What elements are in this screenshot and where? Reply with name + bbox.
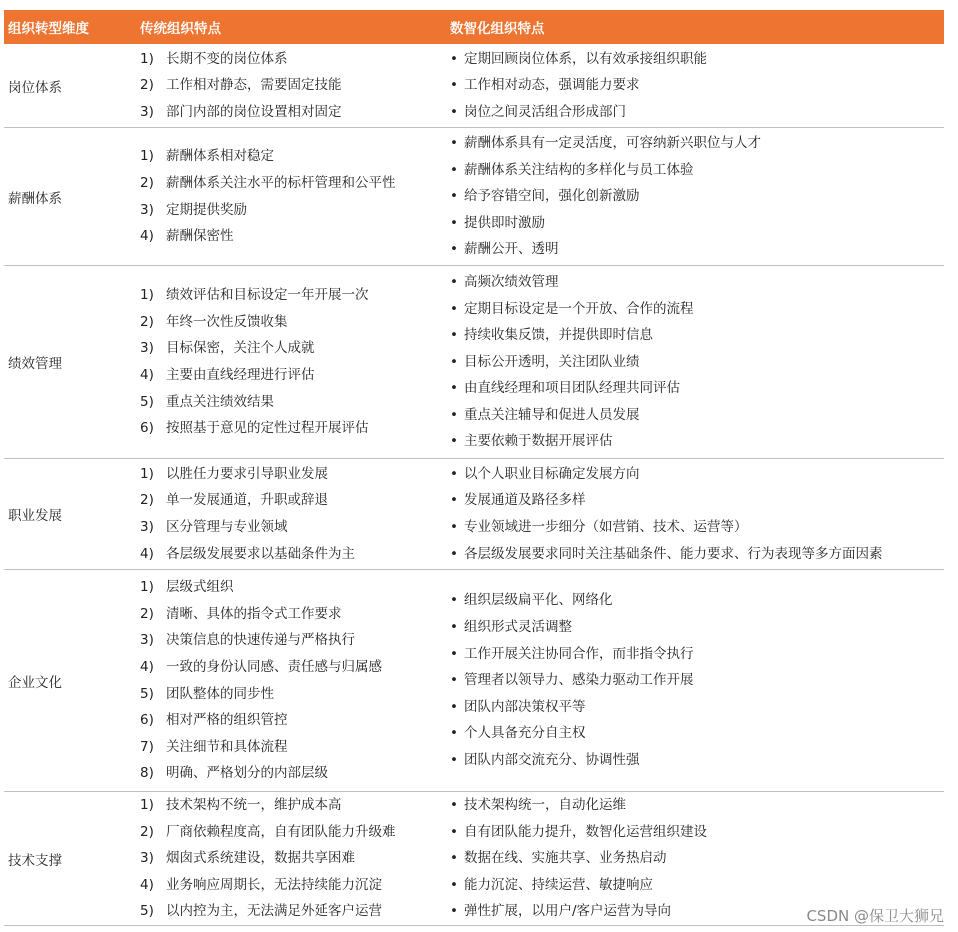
digital-cell [450, 44, 944, 127]
item-number: 3) [140, 103, 154, 120]
digital-item [450, 296, 944, 323]
digital-item [450, 819, 944, 846]
item-number: 1) [140, 50, 154, 67]
traditional-item [140, 541, 450, 568]
bullet-icon: • [450, 214, 458, 231]
bullet-icon: • [450, 406, 458, 423]
item-text: 团队整体的同步性 [166, 685, 274, 702]
traditional-cell [140, 792, 450, 925]
item-number: 1) [140, 465, 154, 482]
bullet-icon: • [450, 273, 458, 290]
digital-cell [450, 128, 944, 265]
traditional-item [140, 760, 450, 787]
item-number: 2) [140, 313, 154, 330]
digital-item [450, 428, 944, 455]
bullet-icon: • [450, 592, 458, 609]
item-number: 2) [140, 174, 154, 191]
traditional-cell [140, 266, 450, 458]
item-number: 4) [140, 228, 154, 245]
table-row [4, 44, 944, 128]
bullet-icon: • [450, 698, 458, 715]
bullet-icon: • [450, 50, 458, 67]
traditional-item [140, 845, 450, 872]
digital-item [450, 72, 944, 99]
bullet-icon: • [450, 645, 458, 662]
bullet-icon: • [450, 188, 458, 205]
dimension-cell: 绩效管理 [8, 356, 62, 372]
digital-item [450, 614, 944, 641]
item-text: 发展通道及路径多样 [464, 492, 586, 509]
item-number: 1) [140, 148, 154, 165]
traditional-cell [140, 459, 450, 569]
bullet-icon: • [450, 103, 458, 120]
digital-item [450, 46, 944, 73]
traditional-item [140, 170, 450, 197]
traditional-item [140, 681, 450, 708]
traditional-item [140, 99, 450, 126]
traditional-item [140, 819, 450, 846]
traditional-item [140, 514, 450, 541]
traditional-item [140, 872, 450, 899]
item-text: 区分管理与专业领域 [166, 519, 288, 535]
traditional-item [140, 898, 450, 925]
item-text: 各层级发展要求以基础条件为主 [166, 545, 355, 562]
table-body [4, 44, 944, 926]
digital-item [450, 210, 944, 237]
comparison-table [4, 10, 944, 926]
item-text: 团队内部交流充分、协调性强 [464, 751, 640, 768]
header-dimension: 组织转型维度 [8, 21, 89, 37]
bullet-icon: • [450, 161, 458, 178]
table-header [4, 10, 944, 44]
traditional-item [140, 143, 450, 170]
bullet-icon: • [450, 751, 458, 768]
item-text: 自有团队能力提升，数智化运营组织建设 [464, 823, 707, 840]
traditional-item [140, 601, 450, 628]
item-text: 绩效评估和目标设定一年开展一次 [166, 287, 369, 304]
item-number: 5) [140, 903, 154, 920]
traditional-item [140, 389, 450, 416]
traditional-item [140, 415, 450, 442]
bullet-icon: • [450, 797, 458, 814]
bullet-icon: • [450, 241, 458, 258]
item-text: 技术架构不统一，维护成本高 [166, 797, 342, 814]
digital-item [450, 872, 944, 899]
item-number: 8) [140, 765, 154, 782]
item-text: 定期提供奖励 [166, 201, 247, 218]
digital-item [450, 99, 944, 126]
item-text: 单一发展通道，升职或辞退 [166, 492, 328, 509]
item-number: 6) [140, 712, 154, 729]
item-text: 关注细节和具体流程 [166, 738, 288, 755]
traditional-cell [140, 570, 450, 791]
traditional-item [140, 627, 450, 654]
digital-item [450, 269, 944, 296]
traditional-item [140, 792, 450, 819]
item-text: 岗位之间灵活组合形成部门 [464, 103, 626, 120]
digital-cell [450, 570, 944, 791]
digital-item [450, 130, 944, 157]
digital-cell [450, 266, 944, 458]
item-text: 给予容错空间，强化创新激励 [464, 188, 640, 205]
item-text: 技术架构统一，自动化运维 [464, 797, 626, 814]
item-number: 3) [140, 201, 154, 218]
table-row [4, 128, 944, 266]
bullet-icon: • [450, 619, 458, 636]
dimension-cell: 薪酬体系 [8, 190, 62, 207]
traditional-item [140, 362, 450, 389]
item-number: 7) [140, 738, 154, 755]
dimension-cell: 企业文化 [8, 674, 62, 691]
item-text: 团队内部决策权平等 [464, 698, 586, 715]
digital-item [450, 236, 944, 263]
item-number: 4) [140, 367, 154, 383]
digital-item [450, 587, 944, 614]
item-text: 薪酬体系相对稳定 [166, 148, 274, 165]
item-number: 1) [140, 579, 154, 596]
traditional-item [140, 46, 450, 73]
item-text: 组织层级扁平化、网络化 [464, 592, 613, 609]
item-text: 数据在线、实施共享、业务热启动 [464, 850, 667, 867]
bullet-icon: • [450, 519, 458, 535]
item-number: 2) [140, 605, 154, 622]
dimension-cell: 技术支撑 [8, 852, 62, 869]
watermark: CSDN @保卫大狮兄 [806, 907, 944, 925]
traditional-item [140, 574, 450, 601]
item-number: 3) [140, 519, 154, 535]
bullet-icon: • [450, 850, 458, 867]
bullet-icon: • [450, 492, 458, 509]
item-text: 各层级发展要求同时关注基础条件、能力要求、行为表现等多方面因素 [464, 545, 883, 562]
bullet-icon: • [450, 77, 458, 94]
item-number: 2) [140, 77, 154, 94]
item-number: 3) [140, 632, 154, 649]
item-text: 相对严格的组织管控 [166, 712, 288, 729]
digital-item [450, 641, 944, 668]
item-text: 组织形式灵活调整 [464, 619, 572, 636]
digital-item [450, 694, 944, 721]
item-number: 6) [140, 420, 154, 437]
item-number: 2) [140, 492, 154, 509]
item-text: 年终一次性反馈收集 [166, 313, 288, 330]
bullet-icon: • [450, 823, 458, 840]
item-text: 决策信息的快速传递与严格执行 [166, 632, 355, 649]
item-number: 4) [140, 658, 154, 675]
item-text: 层级式组织 [166, 579, 234, 596]
bullet-icon: • [450, 327, 458, 344]
header-traditional: 传统组织特点 [140, 21, 221, 37]
item-text: 一致的身份认同感、责任感与归属感 [166, 658, 382, 675]
dimension-cell: 职业发展 [8, 508, 62, 524]
item-text: 定期目标设定是一个开放、合作的流程 [464, 300, 694, 317]
item-text: 目标公开透明，关注团队业绩 [464, 353, 640, 370]
item-text: 主要由直线经理进行评估 [166, 367, 315, 383]
bullet-icon: • [450, 465, 458, 482]
digital-item [450, 667, 944, 694]
item-text: 部门内部的岗位设置相对固定 [166, 103, 342, 120]
item-text: 目标保密，关注个人成就 [166, 340, 315, 357]
item-text: 持续收集反馈，并提供即时信息 [464, 327, 653, 344]
item-text: 清晰、具体的指令式工作要求 [166, 605, 342, 622]
item-text: 明确、严格划分的内部层级 [166, 765, 328, 782]
traditional-item [140, 72, 450, 99]
traditional-cell [140, 44, 450, 127]
bullet-icon: • [450, 903, 458, 920]
item-text: 由直线经理和项目团队经理共同评估 [464, 380, 680, 397]
traditional-item [140, 197, 450, 224]
item-text: 烟囱式系统建设，数据共享困难 [166, 850, 355, 867]
item-number: 1) [140, 287, 154, 304]
bullet-icon: • [450, 876, 458, 893]
item-text: 业务响应周期长，无法持续能力沉淀 [166, 876, 382, 893]
digital-item [450, 747, 944, 774]
digital-item [450, 461, 944, 488]
item-text: 薪酬体系具有一定灵活度，可容纳新兴职位与人才 [464, 135, 761, 152]
digital-item [450, 487, 944, 514]
digital-item [450, 402, 944, 429]
item-text: 以内控为主，无法满足外延客户运营 [166, 903, 382, 920]
digital-item [450, 514, 944, 541]
item-text: 主要依赖于数据开展评估 [464, 433, 613, 450]
table-row [4, 266, 944, 459]
item-text: 定期回顾岗位体系，以有效承接组织职能 [464, 50, 707, 67]
item-text: 厂商依赖程度高，自有团队能力升级难 [166, 823, 396, 840]
traditional-item [140, 461, 450, 488]
item-text: 长期不变的岗位体系 [166, 50, 288, 67]
digital-cell [450, 459, 944, 569]
bullet-icon: • [450, 353, 458, 370]
bullet-icon: • [450, 300, 458, 317]
item-text: 个人具备充分自主权 [464, 725, 586, 742]
traditional-item [140, 335, 450, 362]
item-text: 薪酬体系关注水平的标杆管理和公平性 [166, 174, 396, 191]
item-number: 5) [140, 393, 154, 410]
item-number: 1) [140, 797, 154, 814]
bullet-icon: • [450, 433, 458, 450]
digital-item [450, 157, 944, 184]
dimension-cell: 岗位体系 [8, 79, 62, 96]
item-text: 专业领域进一步细分（如营销、技术、运营等） [464, 519, 748, 535]
table-row [4, 792, 944, 926]
item-text: 工作相对动态，强调能力要求 [464, 77, 640, 94]
item-number: 2) [140, 823, 154, 840]
item-text: 工作开展关注协同合作，而非指令执行 [464, 645, 694, 662]
traditional-item [140, 309, 450, 336]
traditional-item [140, 707, 450, 734]
item-text: 薪酬保密性 [166, 228, 234, 245]
digital-item [450, 720, 944, 747]
header-digital: 数智化组织特点 [450, 21, 545, 37]
item-text: 提供即时激励 [464, 214, 545, 231]
digital-item [450, 349, 944, 376]
item-number: 5) [140, 685, 154, 702]
item-text: 薪酬体系关注结构的多样化与员工体验 [464, 161, 694, 178]
traditional-item [140, 223, 450, 250]
item-text: 高频次绩效管理 [464, 273, 559, 290]
item-text: 薪酬公开、透明 [464, 241, 559, 258]
item-number: 4) [140, 876, 154, 893]
traditional-item [140, 734, 450, 761]
item-text: 能力沉淀、持续运营、敏捷响应 [464, 876, 653, 893]
item-text: 管理者以领导力、感染力驱动工作开展 [464, 672, 694, 689]
bullet-icon: • [450, 135, 458, 152]
item-number: 3) [140, 850, 154, 867]
table-row [4, 570, 944, 792]
traditional-item [140, 487, 450, 514]
bullet-icon: • [450, 725, 458, 742]
traditional-item [140, 282, 450, 309]
item-text: 重点关注辅导和促进人员发展 [464, 406, 640, 423]
bullet-icon: • [450, 545, 458, 562]
digital-item [450, 375, 944, 402]
item-text: 按照基于意见的定性过程开展评估 [166, 420, 369, 437]
digital-item [450, 541, 944, 568]
digital-item [450, 322, 944, 349]
item-text: 工作相对静态，需要固定技能 [166, 77, 342, 94]
item-text: 以个人职业目标确定发展方向 [464, 465, 640, 482]
item-number: 3) [140, 340, 154, 357]
bullet-icon: • [450, 380, 458, 397]
traditional-cell [140, 128, 450, 265]
item-number: 4) [140, 545, 154, 562]
item-text: 以胜任力要求引导职业发展 [166, 465, 328, 482]
bullet-icon: • [450, 672, 458, 689]
digital-item [450, 792, 944, 819]
digital-item [450, 183, 944, 210]
traditional-item [140, 654, 450, 681]
item-text: 重点关注绩效结果 [166, 393, 274, 410]
digital-item [450, 845, 944, 872]
item-text: 弹性扩展，以用户/客户运营为导向 [464, 903, 672, 920]
table-row [4, 459, 944, 570]
